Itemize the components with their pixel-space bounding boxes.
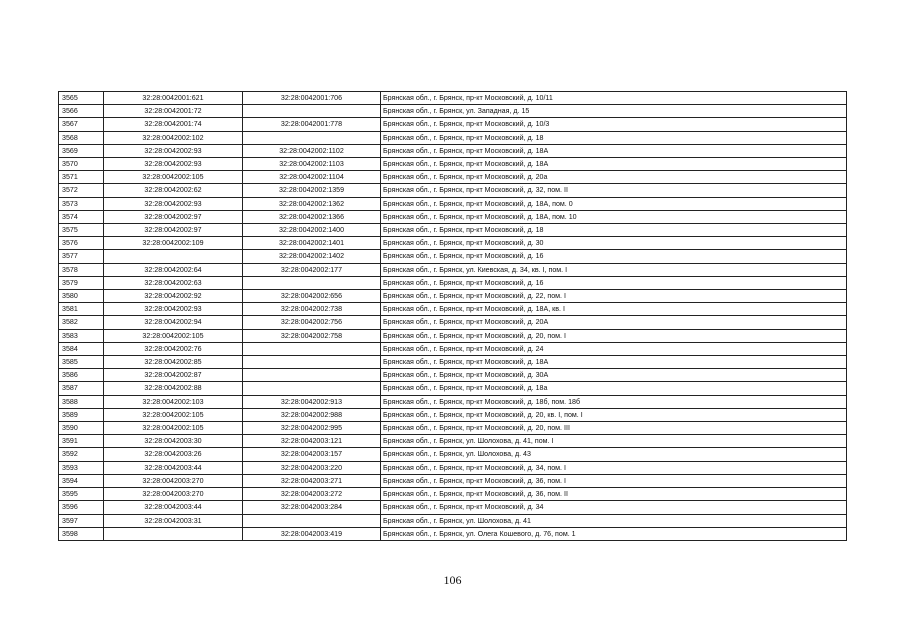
row-number-cell: 3593 <box>59 461 104 474</box>
address-cell: Брянская обл., г. Брянск, пр-кт Московский, д. 16 <box>381 250 847 263</box>
object-cadastral-number-cell: 32:28:0042002:995 <box>243 422 381 435</box>
row-number-cell: 3594 <box>59 474 104 487</box>
table-row <box>59 210 847 223</box>
table-row <box>59 382 847 395</box>
parcel-cadastral-number-cell: 32:28:0042002:92 <box>104 290 243 303</box>
object-cadastral-number-cell: 32:28:0042002:758 <box>243 329 381 342</box>
object-cadastral-number-cell: 32:28:0042002:1401 <box>243 237 381 250</box>
object-cadastral-number-cell: 32:28:0042002:756 <box>243 316 381 329</box>
object-cadastral-number-cell: 32:28:0042002:913 <box>243 395 381 408</box>
object-cadastral-number-cell <box>243 131 381 144</box>
address-cell: Брянская обл., г. Брянск, пр-кт Московский, д. 18А, пом. 0 <box>381 197 847 210</box>
row-number-cell: 3585 <box>59 356 104 369</box>
address-cell: Брянская обл., г. Брянск, пр-кт Московский, д. 30 <box>381 237 847 250</box>
parcel-cadastral-number-cell: 32:28:0042003:31 <box>104 514 243 527</box>
table-row <box>59 448 847 461</box>
parcel-cadastral-number-cell: 32:28:0042003:26 <box>104 448 243 461</box>
table-row <box>59 92 847 105</box>
object-cadastral-number-cell <box>243 356 381 369</box>
table-row <box>59 316 847 329</box>
row-number-cell: 3590 <box>59 422 104 435</box>
row-number-cell: 3587 <box>59 382 104 395</box>
row-number-cell: 3576 <box>59 237 104 250</box>
object-cadastral-number-cell: 32:28:0042001:778 <box>243 118 381 131</box>
address-cell: Брянская обл., г. Брянск, пр-кт Московский, д. 20, пом. III <box>381 422 847 435</box>
registry-table <box>58 91 847 541</box>
address-cell: Брянская обл., г. Брянск, пр-кт Московский, д. 20а <box>381 171 847 184</box>
parcel-cadastral-number-cell: 32:28:0042002:94 <box>104 316 243 329</box>
row-number-cell: 3596 <box>59 501 104 514</box>
address-cell: Брянская обл., г. Брянск, пр-кт Московский, д. 34, пом. I <box>381 461 847 474</box>
object-cadastral-number-cell: 32:28:0042002:1359 <box>243 184 381 197</box>
address-cell: Брянская обл., г. Брянск, пр-кт Московский, д. 18а <box>381 382 847 395</box>
table-row <box>59 369 847 382</box>
object-cadastral-number-cell: 32:28:0042003:284 <box>243 501 381 514</box>
table-row <box>59 501 847 514</box>
row-number-cell: 3583 <box>59 329 104 342</box>
table-row <box>59 171 847 184</box>
row-number-cell: 3573 <box>59 197 104 210</box>
object-cadastral-number-cell: 32:28:0042001:706 <box>243 92 381 105</box>
address-cell: Брянская обл., г. Брянск, пр-кт Московский, д. 10/11 <box>381 92 847 105</box>
parcel-cadastral-number-cell: 32:28:0042002:102 <box>104 131 243 144</box>
row-number-cell: 3572 <box>59 184 104 197</box>
address-cell: Брянская обл., г. Брянск, пр-кт Московский, д. 24 <box>381 342 847 355</box>
parcel-cadastral-number-cell: 32:28:0042003:30 <box>104 435 243 448</box>
object-cadastral-number-cell <box>243 382 381 395</box>
address-cell: Брянская обл., г. Брянск, пр-кт Московский, д. 22, пом. I <box>381 290 847 303</box>
table-row <box>59 514 847 527</box>
object-cadastral-number-cell: 32:28:0042002:988 <box>243 408 381 421</box>
table-row <box>59 461 847 474</box>
parcel-cadastral-number-cell: 32:28:0042001:72 <box>104 105 243 118</box>
parcel-cadastral-number-cell: 32:28:0042002:93 <box>104 197 243 210</box>
row-number-cell: 3571 <box>59 171 104 184</box>
row-number-cell: 3597 <box>59 514 104 527</box>
parcel-cadastral-number-cell: 32:28:0042003:44 <box>104 461 243 474</box>
table-row <box>59 184 847 197</box>
registry-table-body <box>59 92 847 541</box>
table-row <box>59 276 847 289</box>
table-row <box>59 105 847 118</box>
address-cell: Брянская обл., г. Брянск, пр-кт Московский, д. 18б, пом. 18б <box>381 395 847 408</box>
object-cadastral-number-cell: 32:28:0042003:271 <box>243 474 381 487</box>
address-cell: Брянская обл., г. Брянск, ул. Киевская, д. 34, кв. I, пом. I <box>381 263 847 276</box>
row-number-cell: 3591 <box>59 435 104 448</box>
address-cell: Брянская обл., г. Брянск, пр-кт Московский, д. 20А <box>381 316 847 329</box>
parcel-cadastral-number-cell: 32:28:0042002:93 <box>104 303 243 316</box>
address-cell: Брянская обл., г. Брянск, ул. Западная, д. 15 <box>381 105 847 118</box>
object-cadastral-number-cell: 32:28:0042002:1102 <box>243 144 381 157</box>
table-row <box>59 408 847 421</box>
object-cadastral-number-cell: 32:28:0042003:157 <box>243 448 381 461</box>
table-row <box>59 342 847 355</box>
table-row <box>59 158 847 171</box>
page-number: 106 <box>443 573 462 587</box>
object-cadastral-number-cell: 32:28:0042002:1103 <box>243 158 381 171</box>
row-number-cell: 3595 <box>59 488 104 501</box>
parcel-cadastral-number-cell <box>104 250 243 263</box>
address-cell: Брянская обл., г. Брянск, ул. Шолохова, д. 41 <box>381 514 847 527</box>
address-cell: Брянская обл., г. Брянск, пр-кт Московский, д. 18А <box>381 144 847 157</box>
parcel-cadastral-number-cell <box>104 527 243 540</box>
object-cadastral-number-cell: 32:28:0042002:1362 <box>243 197 381 210</box>
row-number-cell: 3566 <box>59 105 104 118</box>
row-number-cell: 3581 <box>59 303 104 316</box>
row-number-cell: 3586 <box>59 369 104 382</box>
parcel-cadastral-number-cell: 32:28:0042003:270 <box>104 488 243 501</box>
address-cell: Брянская обл., г. Брянск, пр-кт Московский, д. 18А <box>381 158 847 171</box>
address-cell: Брянская обл., г. Брянск, ул. Олега Кошевого, д. 76, пом. 1 <box>381 527 847 540</box>
address-cell: Брянская обл., г. Брянск, пр-кт Московский, д. 18А, пом. 10 <box>381 210 847 223</box>
object-cadastral-number-cell: 32:28:0042002:1366 <box>243 210 381 223</box>
row-number-cell: 3580 <box>59 290 104 303</box>
table-row <box>59 250 847 263</box>
table-row <box>59 131 847 144</box>
parcel-cadastral-number-cell: 32:28:0042003:44 <box>104 501 243 514</box>
address-cell: Брянская обл., г. Брянск, пр-кт Московский, д. 18А, кв. I <box>381 303 847 316</box>
row-number-cell: 3568 <box>59 131 104 144</box>
parcel-cadastral-number-cell: 32:28:0042002:93 <box>104 158 243 171</box>
object-cadastral-number-cell: 32:28:0042002:656 <box>243 290 381 303</box>
row-number-cell: 3579 <box>59 276 104 289</box>
row-number-cell: 3582 <box>59 316 104 329</box>
row-number-cell: 3577 <box>59 250 104 263</box>
table-row <box>59 303 847 316</box>
parcel-cadastral-number-cell: 32:28:0042002:105 <box>104 329 243 342</box>
row-number-cell: 3575 <box>59 224 104 237</box>
row-number-cell: 3569 <box>59 144 104 157</box>
table-row <box>59 435 847 448</box>
table-row <box>59 474 847 487</box>
object-cadastral-number-cell: 32:28:0042003:121 <box>243 435 381 448</box>
object-cadastral-number-cell: 32:28:0042002:1400 <box>243 224 381 237</box>
parcel-cadastral-number-cell: 32:28:0042002:109 <box>104 237 243 250</box>
parcel-cadastral-number-cell: 32:28:0042003:270 <box>104 474 243 487</box>
row-number-cell: 3598 <box>59 527 104 540</box>
parcel-cadastral-number-cell: 32:28:0042002:97 <box>104 224 243 237</box>
parcel-cadastral-number-cell: 32:28:0042002:105 <box>104 422 243 435</box>
row-number-cell: 3565 <box>59 92 104 105</box>
table-row <box>59 356 847 369</box>
parcel-cadastral-number-cell: 32:28:0042002:88 <box>104 382 243 395</box>
object-cadastral-number-cell: 32:28:0042002:177 <box>243 263 381 276</box>
address-cell: Брянская обл., г. Брянск, пр-кт Московский, д. 34 <box>381 501 847 514</box>
parcel-cadastral-number-cell: 32:28:0042002:105 <box>104 408 243 421</box>
parcel-cadastral-number-cell: 32:28:0042002:64 <box>104 263 243 276</box>
object-cadastral-number-cell: 32:28:0042003:220 <box>243 461 381 474</box>
parcel-cadastral-number-cell: 32:28:0042001:621 <box>104 92 243 105</box>
address-cell: Брянская обл., г. Брянск, пр-кт Московский, д. 20, пом. I <box>381 329 847 342</box>
object-cadastral-number-cell: 32:28:0042002:1402 <box>243 250 381 263</box>
parcel-cadastral-number-cell: 32:28:0042001:74 <box>104 118 243 131</box>
table-row <box>59 422 847 435</box>
address-cell: Брянская обл., г. Брянск, пр-кт Московский, д. 36, пом. II <box>381 488 847 501</box>
table-row <box>59 144 847 157</box>
object-cadastral-number-cell <box>243 342 381 355</box>
table-row <box>59 263 847 276</box>
object-cadastral-number-cell: 32:28:0042002:1104 <box>243 171 381 184</box>
row-number-cell: 3574 <box>59 210 104 223</box>
object-cadastral-number-cell <box>243 514 381 527</box>
parcel-cadastral-number-cell: 32:28:0042002:87 <box>104 369 243 382</box>
address-cell: Брянская обл., г. Брянск, пр-кт Московский, д. 16 <box>381 276 847 289</box>
parcel-cadastral-number-cell: 32:28:0042002:85 <box>104 356 243 369</box>
row-number-cell: 3578 <box>59 263 104 276</box>
object-cadastral-number-cell <box>243 369 381 382</box>
parcel-cadastral-number-cell: 32:28:0042002:97 <box>104 210 243 223</box>
object-cadastral-number-cell: 32:28:0042003:419 <box>243 527 381 540</box>
address-cell: Брянская обл., г. Брянск, пр-кт Московский, д. 36, пом. I <box>381 474 847 487</box>
object-cadastral-number-cell: 32:28:0042003:272 <box>243 488 381 501</box>
parcel-cadastral-number-cell: 32:28:0042002:76 <box>104 342 243 355</box>
parcel-cadastral-number-cell: 32:28:0042002:93 <box>104 144 243 157</box>
object-cadastral-number-cell <box>243 105 381 118</box>
address-cell: Брянская обл., г. Брянск, пр-кт Московский, д. 30А <box>381 369 847 382</box>
table-row <box>59 224 847 237</box>
table-row <box>59 329 847 342</box>
address-cell: Брянская обл., г. Брянск, пр-кт Московский, д. 10/3 <box>381 118 847 131</box>
row-number-cell: 3584 <box>59 342 104 355</box>
table-row <box>59 237 847 250</box>
table-row <box>59 197 847 210</box>
table-row <box>59 290 847 303</box>
address-cell: Брянская обл., г. Брянск, пр-кт Московский, д. 20, кв. I, пом. I <box>381 408 847 421</box>
address-cell: Брянская обл., г. Брянск, пр-кт Московский, д. 18 <box>381 224 847 237</box>
parcel-cadastral-number-cell: 32:28:0042002:103 <box>104 395 243 408</box>
row-number-cell: 3592 <box>59 448 104 461</box>
parcel-cadastral-number-cell: 32:28:0042002:63 <box>104 276 243 289</box>
row-number-cell: 3570 <box>59 158 104 171</box>
object-cadastral-number-cell: 32:28:0042002:738 <box>243 303 381 316</box>
parcel-cadastral-number-cell: 32:28:0042002:62 <box>104 184 243 197</box>
address-cell: Брянская обл., г. Брянск, ул. Шолохова, д. 41, пом. I <box>381 435 847 448</box>
address-cell: Брянская обл., г. Брянск, ул. Шолохова, д. 43 <box>381 448 847 461</box>
address-cell: Брянская обл., г. Брянск, пр-кт Московский, д. 32, пом. II <box>381 184 847 197</box>
table-row <box>59 395 847 408</box>
table-row <box>59 118 847 131</box>
object-cadastral-number-cell <box>243 276 381 289</box>
address-cell: Брянская обл., г. Брянск, пр-кт Московский, д. 18 <box>381 131 847 144</box>
parcel-cadastral-number-cell: 32:28:0042002:105 <box>104 171 243 184</box>
row-number-cell: 3588 <box>59 395 104 408</box>
table-row <box>59 488 847 501</box>
row-number-cell: 3567 <box>59 118 104 131</box>
row-number-cell: 3589 <box>59 408 104 421</box>
address-cell: Брянская обл., г. Брянск, пр-кт Московский, д. 18А <box>381 356 847 369</box>
table-row <box>59 527 847 540</box>
